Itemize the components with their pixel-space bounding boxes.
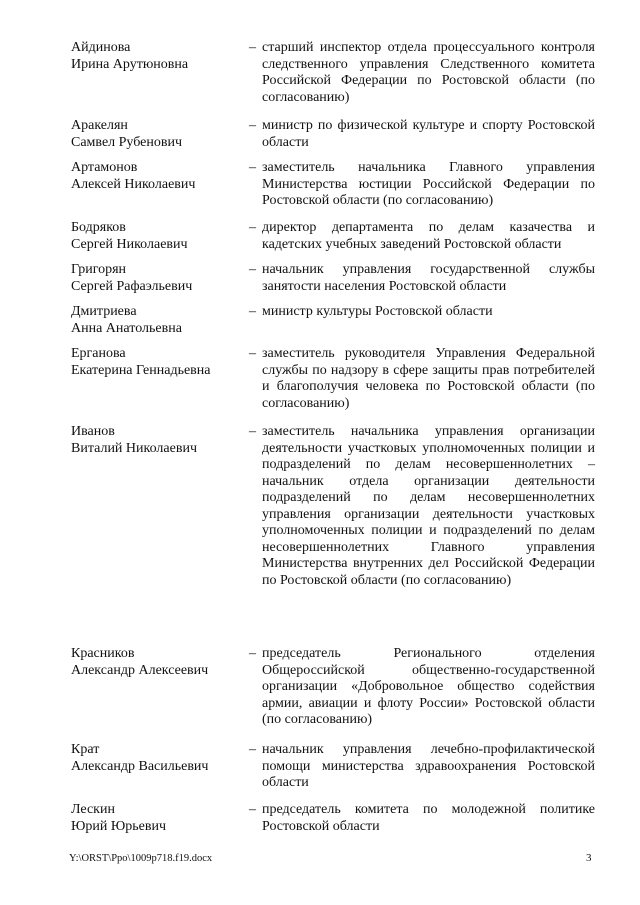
member-name bbox=[71, 118, 241, 151]
member-surname: Крат bbox=[71, 742, 100, 757]
member-given-name: Александр Алексеевич bbox=[71, 662, 209, 678]
member-given-name: Сергей Рафаэльевич bbox=[71, 278, 193, 294]
member-given-name: Юрий Юрьевич bbox=[71, 818, 167, 834]
member-name bbox=[71, 346, 241, 379]
member-name bbox=[71, 742, 241, 775]
member-name bbox=[71, 220, 241, 253]
member-position: начальник управления лечебно-профилактической помощи министерства здравоохранения Ростовской области bbox=[262, 742, 595, 790]
member-name bbox=[71, 160, 241, 193]
member-given-name: Сергей Николаевич bbox=[71, 236, 188, 252]
member-position: старший инспектор отдела процессуального контроля следственного управления Следственного комитета Российской Федерации по Ростовской области (по согласованию) bbox=[262, 40, 595, 105]
member-position: начальник управления государственной службы занятости населения Ростовской области bbox=[262, 262, 595, 294]
member-surname: Ерганова bbox=[71, 346, 126, 361]
member-name bbox=[71, 646, 241, 679]
member-position: министр культуры Ростовской области bbox=[262, 304, 493, 319]
member-given-name: Виталий Николаевич bbox=[71, 440, 197, 456]
member-surname: Айдинова bbox=[71, 40, 131, 55]
member-surname: Аракелян bbox=[71, 118, 128, 133]
member-surname: Бодряков bbox=[71, 220, 126, 235]
member-surname: Дмитриева bbox=[71, 304, 137, 319]
dash-separator: – bbox=[249, 160, 256, 175]
dash-separator: – bbox=[249, 118, 256, 133]
member-surname: Лескин bbox=[71, 802, 115, 817]
footer-file-path: Y:\ORST\Ppo\1009p718.f19.docx bbox=[69, 853, 213, 864]
member-given-name: Александр Васильевич bbox=[71, 758, 209, 774]
dash-separator: – bbox=[249, 346, 256, 361]
member-name bbox=[71, 262, 241, 295]
dash-separator: – bbox=[249, 40, 256, 55]
member-given-name: Анна Анатольевна bbox=[71, 320, 182, 336]
member-position: заместитель начальника управления организации деятельности участковых уполномоченных полиции и подразделений по делам несовершеннолетних – начальник отдела организации деятельности подразделений по делам несовершеннолетних управления организации деятельности участковых уполномоченных полиции и подразделений по делам несовершеннолетних Главного управления Министерства внутренних дел Российской Федерации по Ростовской области (по согласованию) bbox=[262, 424, 595, 588]
dash-separator: – bbox=[249, 304, 256, 319]
member-given-name: Ирина Арутюновна bbox=[71, 56, 189, 72]
dash-separator: – bbox=[249, 424, 256, 439]
dash-separator: – bbox=[249, 262, 256, 277]
page-number: 3 bbox=[586, 852, 592, 864]
dash-separator: – bbox=[249, 742, 256, 757]
member-name bbox=[71, 802, 241, 835]
member-surname: Артамонов bbox=[71, 160, 138, 175]
member-given-name: Екатерина Геннадьевна bbox=[71, 362, 211, 378]
member-name bbox=[71, 40, 241, 73]
member-name bbox=[71, 304, 241, 337]
member-position: заместитель начальника Главного управления Министерства юстиции Российской Федерации по Ростовской области (по согласованию) bbox=[262, 160, 595, 208]
dash-separator: – bbox=[249, 646, 256, 661]
member-name bbox=[71, 424, 241, 457]
member-position: заместитель руководителя Управления Федеральной службы по надзору в сфере защиты прав потребителей и благополучия человека по Ростовской области (по согласованию) bbox=[262, 346, 595, 411]
member-surname: Красников bbox=[71, 646, 135, 661]
member-given-name: Самвел Рубенович bbox=[71, 134, 183, 150]
member-position: министр по физической культуре и спорту Ростовской области bbox=[262, 118, 595, 150]
dash-separator: – bbox=[249, 802, 256, 817]
dash-separator: – bbox=[249, 220, 256, 235]
member-given-name: Алексей Николаевич bbox=[71, 176, 196, 192]
member-position: председатель Регионального отделения Общероссийской общественно-государственной организации «Добровольное общество содействия армии, авиации и флоту России» Ростовской области (по согласованию) bbox=[262, 646, 595, 727]
member-surname: Иванов bbox=[71, 424, 115, 439]
member-position: директор департамента по делам казачества и кадетских учебных заведений Ростовской области bbox=[262, 220, 595, 252]
member-surname: Григорян bbox=[71, 262, 127, 277]
member-position: председатель комитета по молодежной политике Ростовской области bbox=[262, 802, 595, 834]
